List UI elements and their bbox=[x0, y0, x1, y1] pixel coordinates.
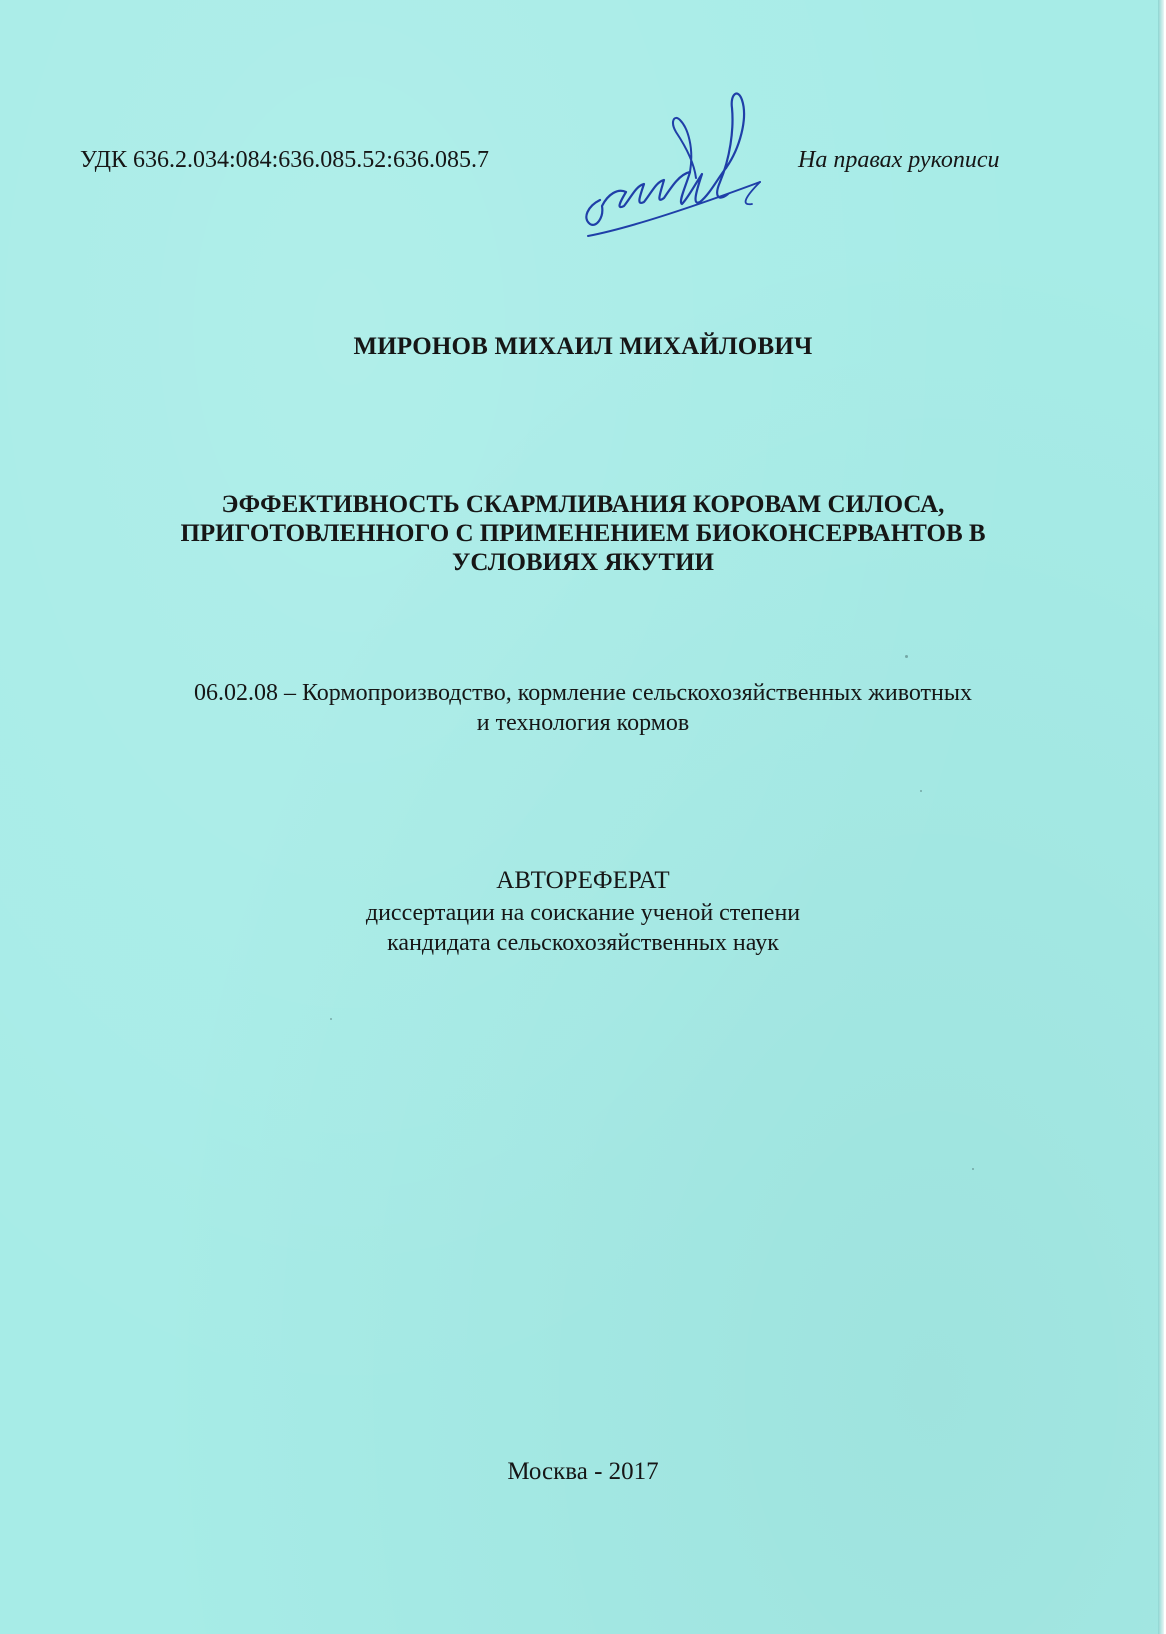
udk-code: УДК 636.2.034:084:636.085.52:636.085.7 bbox=[80, 147, 489, 173]
specialty-code bbox=[60, 678, 1106, 738]
dissertation-title: ЭФФЕКТИВНОСТЬ СКАРМЛИВАНИЯ КОРОВАМ СИЛОСА, ПРИГОТОВЛЕННОГО С ПРИМЕНЕНИЕМ БИОКОНСЕРВАНТОВ В УСЛОВИЯХ ЯКУТИИ bbox=[180, 491, 986, 576]
specialty-line-1: 06.02.08 – Кормопроизводство, кормление сельскохозяйственных животных bbox=[193, 680, 973, 706]
degree-line-1: диссертации на соискание ученой степени bbox=[365, 900, 801, 926]
paper-speck bbox=[972, 1168, 974, 1170]
manuscript-rights-label: На правах рукописи bbox=[798, 147, 1000, 173]
signature-image bbox=[570, 78, 790, 248]
place-and-year: Москва - 2017 bbox=[507, 1458, 659, 1485]
degree-line-2: кандидата сельскохозяйственных наук bbox=[387, 930, 779, 956]
specialty-line-2: и технология кормов bbox=[476, 710, 690, 736]
abstract-heading: АВТОРЕФЕРАТ bbox=[496, 867, 670, 894]
author-name: МИРОНОВ МИХАИЛ МИХАЙЛОВИЧ bbox=[353, 333, 813, 360]
paper-speck bbox=[905, 655, 908, 658]
page-edge bbox=[1158, 0, 1164, 1634]
paper-speck bbox=[330, 1018, 332, 1020]
document-type bbox=[0, 866, 1166, 958]
paper-speck bbox=[920, 790, 922, 792]
